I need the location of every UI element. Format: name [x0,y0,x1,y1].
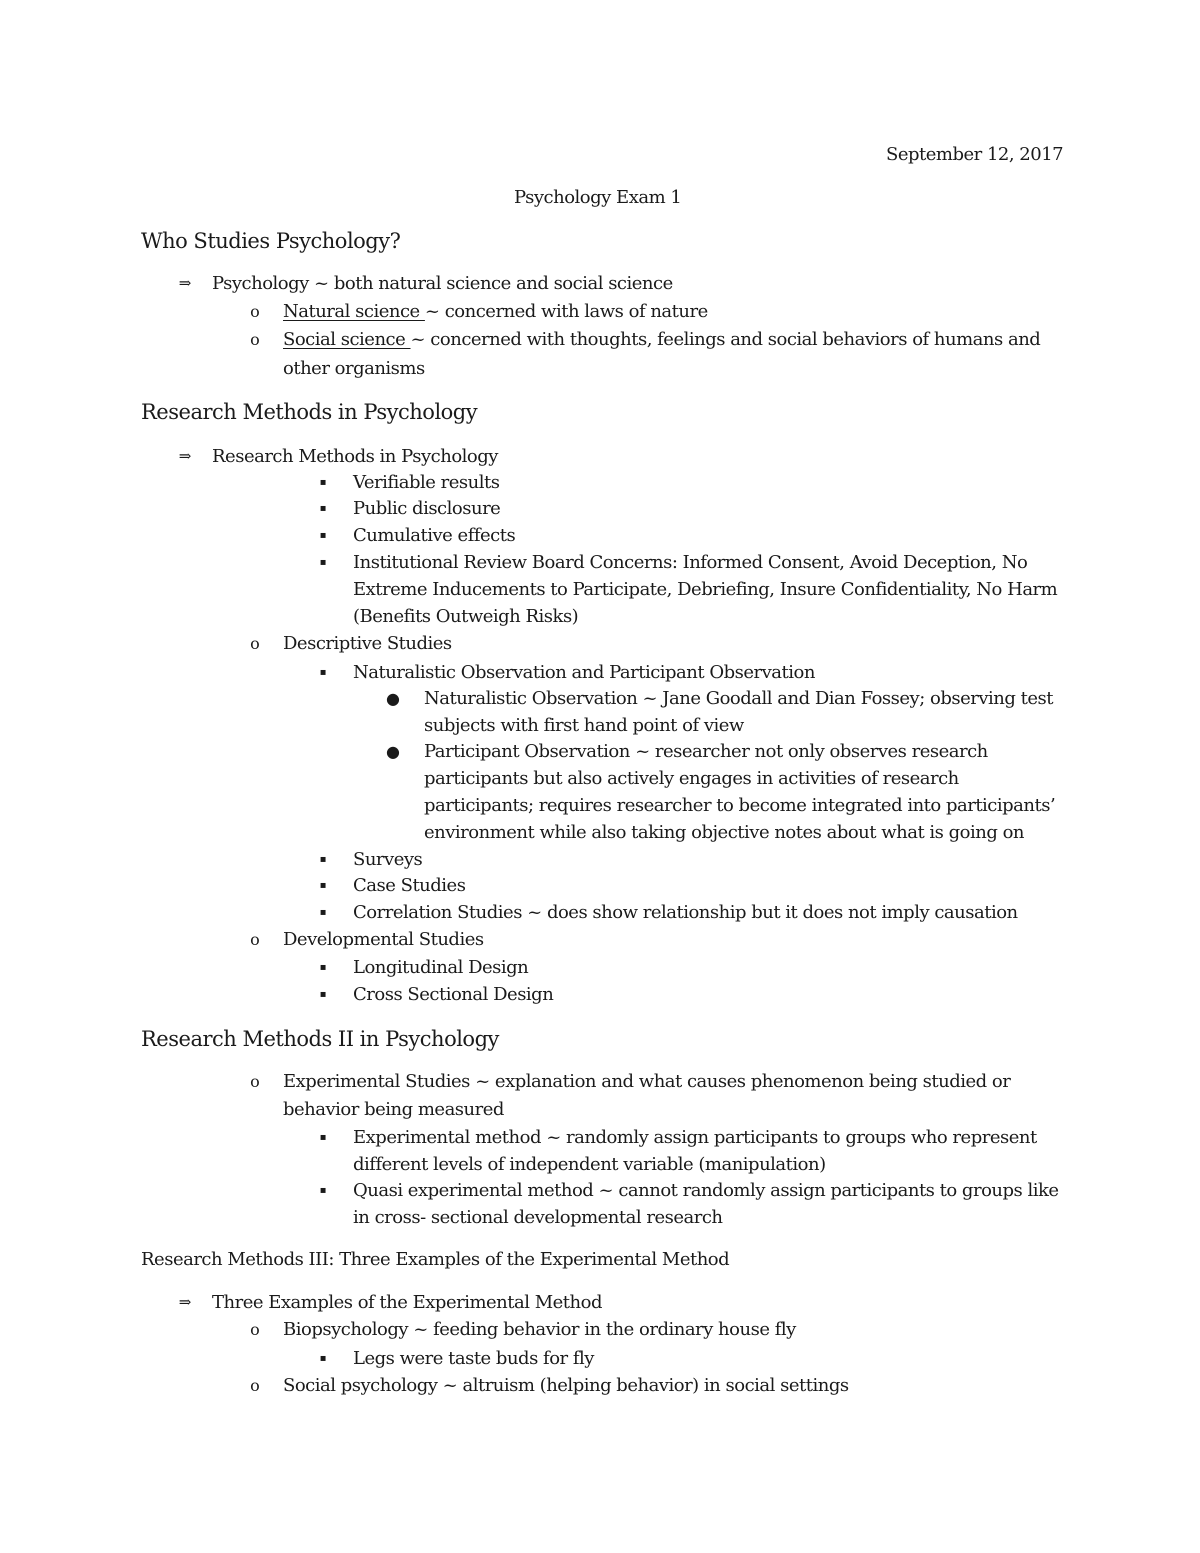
list-item: Public disclosure [353,498,501,519]
list-item: Naturalistic Observation ~ Jane Goodall and Dian Fossey; observing test [424,688,1053,709]
list-item-continuation: different levels of independent variable (manipulation) [353,1154,826,1175]
list-item: Surveys [353,849,423,870]
list-item: Social psychology ~ altruism (helping behavior) in social settings [283,1375,849,1396]
circle-bullet-icon: o [250,302,260,321]
list-item: Verifiable results [353,472,500,493]
list-item: Experimental Studies ~ explanation and what causes phenomenon being studied or [283,1071,1011,1092]
list-item-continuation: participants; requires researcher to become integrated into participants’ [424,795,1056,816]
list-item: Experimental method ~ randomly assign participants to groups who represent [353,1127,1037,1148]
square-bullet-icon: ▪ [319,1353,327,1364]
list-item-continuation: (Benefits Outweigh Risks) [353,606,579,627]
circle-bullet-icon: o [250,930,260,949]
square-bullet-icon: ▪ [319,667,327,678]
arrow-bullet-icon: ⇒ [178,447,192,465]
definition-natural-science: ~ concerned with laws of nature [424,301,708,322]
term-social-science: Social science [283,329,411,350]
square-bullet-icon: ▪ [319,477,327,488]
list-item: Developmental Studies [283,929,484,950]
list-item: Longitudinal Design [353,957,529,978]
list-item-continuation: participants but also actively engages in activities of research [424,768,959,789]
list-item-continuation: behavior being measured [283,1099,504,1120]
square-bullet-icon: ▪ [319,503,327,514]
circle-bullet-icon: o [250,1376,260,1395]
dot-bullet-icon: ● [386,742,400,761]
circle-bullet-icon: o [250,1320,260,1339]
arrow-bullet-icon: ⇒ [178,274,192,292]
square-bullet-icon: ▪ [319,557,327,568]
square-bullet-icon: ▪ [319,1185,327,1196]
square-bullet-icon: ▪ [319,962,327,973]
list-item: Institutional Review Board Concerns: Informed Consent, Avoid Deception, No [353,552,1028,573]
list-item: Case Studies [353,875,466,896]
list-item-continuation: other organisms [283,358,425,379]
section-heading-who-studies: Who Studies Psychology? [141,229,401,253]
list-item-continuation: environment while also taking objective notes about what is going on [424,822,1025,843]
section-heading-research-methods-iii: Research Methods III: Three Examples of the Experimental Method [141,1249,730,1270]
square-bullet-icon: ▪ [319,907,327,918]
square-bullet-icon: ▪ [319,854,327,865]
document-title: Psychology Exam 1 [514,187,682,208]
circle-bullet-icon: o [250,1072,260,1091]
section-heading-research-methods: Research Methods in Psychology [141,400,478,424]
square-bullet-icon: ▪ [319,989,327,1000]
list-item: Cross Sectional Design [353,984,554,1005]
section-heading-research-methods-ii: Research Methods II in Psychology [141,1027,499,1051]
list-item [283,326,1040,353]
dot-bullet-icon: ● [386,689,400,708]
list-item: Naturalistic Observation and Participant Observation [353,662,815,683]
list-item [283,298,708,325]
list-item-continuation: in cross- sectional developmental research [353,1207,723,1228]
list-item: Correlation Studies ~ does show relationship but it does not imply causation [353,902,1018,923]
list-item: Descriptive Studies [283,633,452,654]
list-item: Research Methods in Psychology [212,446,498,467]
list-item-continuation: subjects with first hand point of view [424,715,744,736]
definition-social-science: ~ concerned with thoughts, feelings and social behaviors of humans and [410,329,1041,350]
document-date: September 12, 2017 [886,144,1064,165]
list-item: Legs were taste buds for fly [353,1348,594,1369]
list-item: Three Examples of the Experimental Method [212,1292,602,1313]
list-item: Quasi experimental method ~ cannot randomly assign participants to groups like [353,1180,1059,1201]
term-natural-science: Natural science [283,301,425,322]
list-item: Participant Observation ~ researcher not only observes research [424,741,988,762]
circle-bullet-icon: o [250,634,260,653]
arrow-bullet-icon: ⇒ [178,1293,192,1311]
list-item-continuation: Extreme Inducements to Participate, Debriefing, Insure Confidentiality, No Harm [353,579,1058,600]
list-item: Biopsychology ~ feeding behavior in the ordinary house fly [283,1319,796,1340]
square-bullet-icon: ▪ [319,1132,327,1143]
list-item: Cumulative effects [353,525,516,546]
square-bullet-icon: ▪ [319,530,327,541]
list-item: Psychology ~ both natural science and social science [212,273,673,294]
circle-bullet-icon: o [250,330,260,349]
square-bullet-icon: ▪ [319,880,327,891]
